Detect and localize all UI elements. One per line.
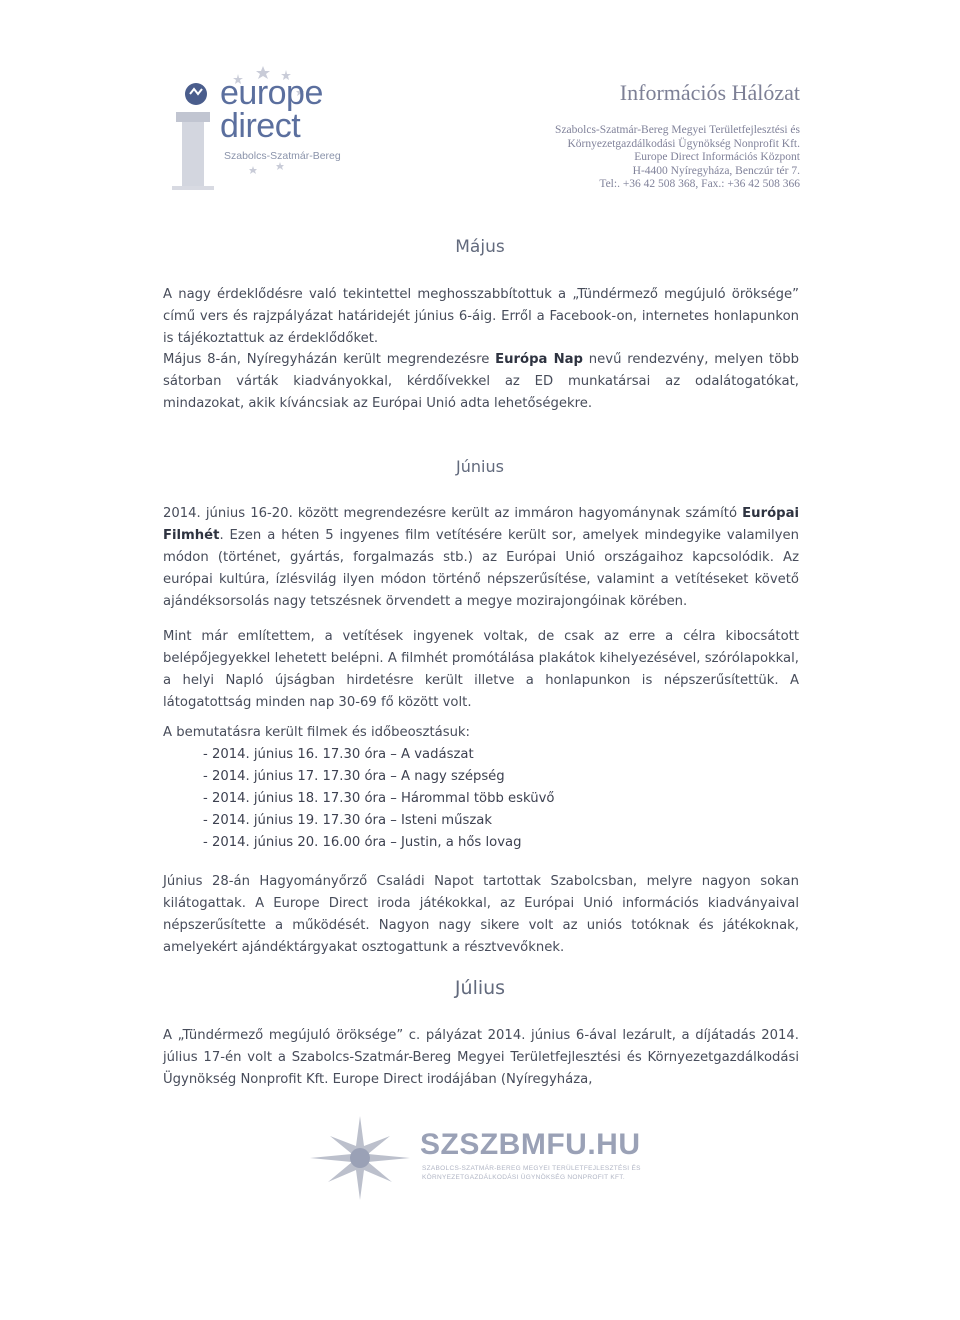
section-heading-junius: Június bbox=[456, 457, 504, 476]
section-heading-julius: Július bbox=[454, 977, 506, 999]
organization-title: Információs Hálózat bbox=[619, 80, 800, 105]
film-list-intro: A bemutatásra került filmek és időbeosztásuk: bbox=[163, 725, 471, 740]
paragraph-text: . Ezen a héten 5 ingyenes film vetítésére került sor, amelyek mindegyike valamilyen módon (történet, gyártás, forgalmazás stb.) az Európai Unió országaihoz kapcsolódik. Az európai kultúra, ízlésvilág ilyen módon történő népszerűsítése, valamint a vetítéseket követő ajándéksorsolás nagy tetszésnek örvendett a megye mozirajongóinak körében. bbox=[163, 528, 799, 609]
szszbmfu-logo bbox=[300, 1106, 660, 1216]
paragraph: Június 28-án Hagyományőrző Családi Napot tartottak Szabolcsban, melyre nagyon sokan kilátogattak. A Europe Direct iroda játékokkal, az Európai Unió információs kiadványaival népszerűsítette a működését. Nagyon nagy sikere volt az uniós totóknak és játékoknak, amelyekért ajándéktárgyakat osztogattunk a résztvevőknek. bbox=[163, 874, 799, 955]
paragraph-emphasis: Európai Filmhét bbox=[163, 506, 799, 543]
address-line: Szabolcs-Szatmár-Bereg Megyei Területfejlesztési és bbox=[555, 124, 800, 136]
footer-subtitle bbox=[422, 1164, 641, 1182]
organization-address bbox=[555, 124, 800, 192]
address-line: Europe Direct Információs Központ bbox=[634, 151, 800, 164]
address-line: H-4400 Nyíregyháza, Benczúr tér 7. bbox=[632, 164, 800, 177]
paragraph: A nagy érdeklődésre való tekintettel meghosszabbítottuk a „Tündérmező megújuló öröksége” című vers és rajzpályázat határidejét június 6-áig. Erről a Facebook-on, internetes honlapunkon is tájékoztattuk az érdeklődőket. bbox=[163, 287, 799, 346]
paragraph-text: Május 8-án, Nyíregyházán került megrendezésre bbox=[163, 352, 496, 367]
footer-title: SZSZBMFU.HU bbox=[420, 1128, 641, 1161]
footer-subtitle-line: SZABOLCS-SZATMÁR-BEREG MEGYEI TERÜLETFEJLESZTÉSI ÉS bbox=[422, 1165, 641, 1172]
film-list bbox=[203, 744, 554, 854]
paragraph: A „Tündérmező megújuló öröksége” c. pályázat 2014. június 6-ával lezárult, a díjátadás 2014. július 17-én volt a Szabolcs-Szatmár-Bereg Megyei Területfejlesztési és Környezetgazdálkodási Ügynökség Nonprofit Kft. Europe Direct irodájában (Nyíregyháza, bbox=[163, 1028, 799, 1087]
footer-subtitle-line: KÖRNYEZETGAZDÁLKODÁSI ÜGYNÖKSÉG NONPROFIT KFT. bbox=[422, 1174, 625, 1181]
paragraph-text: nevű rendezvény, melyen több sátorban várták kiadványokkal, kérdőívekkel az ED munkatársai az odalátogatókat, mindazokat, akik kíváncsiak az Európai Unió adta lehetőségekre. bbox=[163, 352, 799, 411]
list-item: - 2014. június 19. 17.30 óra – Isteni műszak bbox=[203, 813, 492, 828]
address-line: Tel:. +36 42 508 368, Fax.: +36 42 508 366 bbox=[599, 178, 800, 191]
section-heading-majus: Május bbox=[455, 237, 505, 257]
paragraph: Mint már említettem, a vetítések ingyenek voltak, de csak az erre a célra kibocsátott belépőjegyekkel lehetett belépni. A filmhét promótálása plakátok kihelyezésével, szórólapokkal, a helyi Napló újságban hirdetésre került illetve a honlapunkon is népszerűsítettük. A látogatottság minden nap 30-69 fő között volt. bbox=[163, 629, 799, 710]
paragraph-text: 2014. június 16-20. között megrendezésre került az immáron hagyománynak számító bbox=[163, 506, 743, 521]
paragraph-emphasis: Európa Nap bbox=[495, 352, 583, 367]
address-line: Környezetgazdálkodási Ügynökség Nonprofit Kft. bbox=[567, 137, 800, 150]
paragraph bbox=[163, 503, 799, 613]
list-item: - 2014. június 18. 17.30 óra – Hárommal több esküvő bbox=[203, 791, 555, 806]
europe-direct-logo bbox=[168, 62, 368, 192]
logo-subtitle: Szabolcs-Szatmár-Bereg bbox=[224, 150, 341, 162]
logo-text-direct: direct bbox=[220, 107, 301, 145]
list-item: - 2014. június 16. 17.30 óra – A vadászat bbox=[203, 747, 474, 762]
paragraph bbox=[163, 349, 799, 415]
list-item: - 2014. június 17. 17.30 óra – A nagy szépség bbox=[203, 769, 505, 784]
sunburst-emblem-icon bbox=[300, 1106, 420, 1206]
list-item: - 2014. június 20. 16.00 óra – Justin, a hős lovag bbox=[203, 835, 522, 850]
logo-text-europe: europe bbox=[220, 74, 323, 112]
